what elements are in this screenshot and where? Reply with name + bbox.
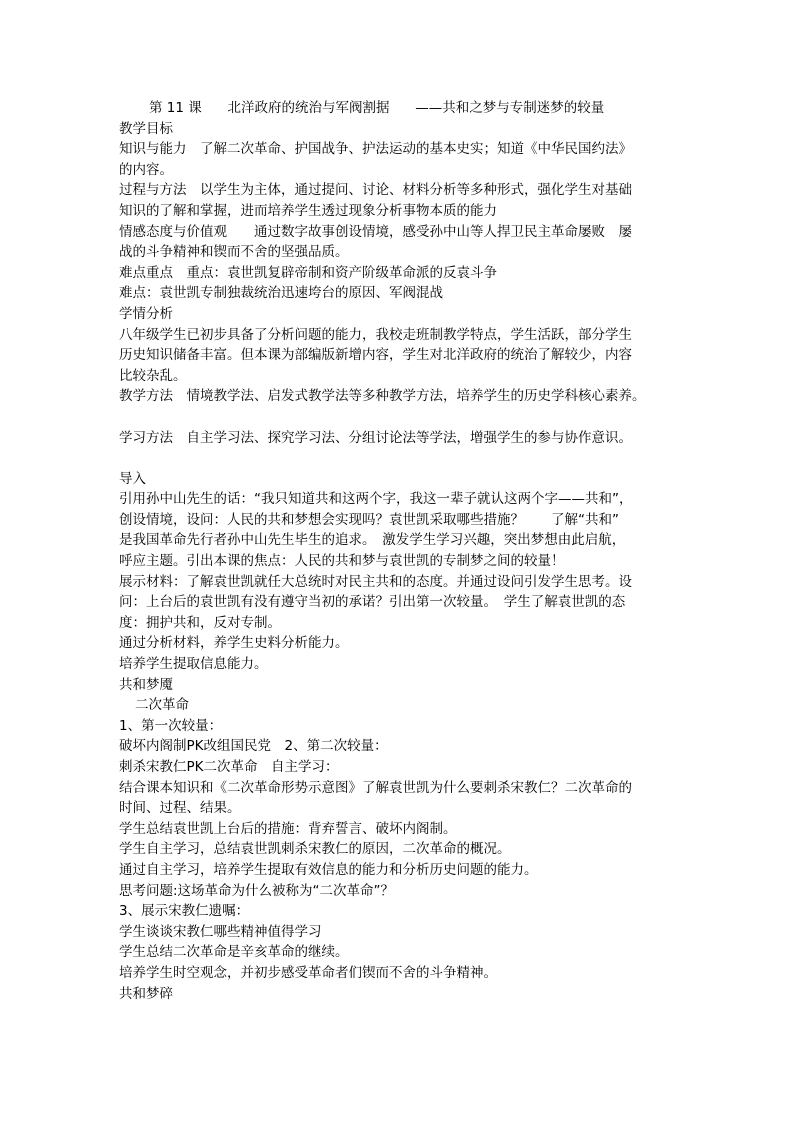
text-line: 3、展示宋教仁遗嘱： xyxy=(119,903,250,920)
text-line: 创设情境，设问：人民的共和梦想会实现吗？袁世凯采取哪些措施？ 了解“共和” xyxy=(119,511,619,528)
text-line: 比较杂乱。 xyxy=(119,367,187,384)
text-line: 学生谈谈宋教仁哪些精神值得学习 xyxy=(119,923,322,940)
text-line: 知识与能力 了解二次革命、护国战争、护法运动的基本史实；知道《中华民国约法》 xyxy=(119,141,632,158)
text-line: 时间、过程、结果。 xyxy=(119,800,241,817)
text-line: 学生自主学习，总结袁世凯刺杀宋教仁的原因，二次革命的概况。 xyxy=(119,841,511,858)
lesson-number: 第 11 课 xyxy=(149,100,202,116)
lesson-title: 北洋政府的统治与军阀割据 xyxy=(227,100,390,116)
heading-republic-dream-shattered: 共和梦碎 xyxy=(119,985,173,1002)
text-line: 难点重点 重点：袁世凯复辟帝制和资产阶级革命派的反袁斗争 xyxy=(119,264,497,281)
text-line: 展示材料：了解袁世凯就任大总统时对民主共和的态度。并通过设问引发学生思考。设 xyxy=(119,573,632,590)
text-line: 通过自主学习，培养学生提取有效信息的能力和分析历史问题的能力。 xyxy=(119,861,538,878)
heading-student-analysis: 学情分析 xyxy=(119,305,173,322)
text-line: 知识的了解和掌握，进而培养学生透过现象分析事物本质的能力 xyxy=(119,202,497,219)
text-line: 思考问题:这场革命为什么被称为“二次革命”？ xyxy=(119,882,395,899)
text-line: 问：上台后的袁世凯有没有遵守当初的承诺？引出第一次较量。 学生了解袁世凯的态 xyxy=(119,594,626,611)
text-line: 培养学生提取信息能力。 xyxy=(119,656,268,673)
text-line: 战的斗争精神和锲而不舍的坚强品质。 xyxy=(119,244,349,261)
subheading-second-revolution: 二次革命 xyxy=(135,697,189,714)
text-line: 教学方法 情境教学法、启发式教学法等多种教学方法，培养学生的历史学科核心素养。 xyxy=(119,388,646,405)
text-line: 学生总结袁世凯上台后的措施：背弃誓言、破坏内阁制。 xyxy=(119,820,457,837)
document-page xyxy=(119,98,699,1004)
text-line: 结合课本知识和《二次革命形势示意图》了解袁世凯为什么要刺杀宋教仁？二次革命的 xyxy=(119,779,632,796)
text-line: 破坏内阁制PK改组国民党 2、第二次较量： xyxy=(119,738,388,755)
text-line: 培养学生时空观念，并初步感受革命者们锲而不舍的斗争精神。 xyxy=(119,964,497,981)
text-line: 历史知识储备丰富。但本课为部编版新增内容，学生对北洋政府的统治了解较少，内容 xyxy=(119,347,632,364)
text-line: 通过分析材料，养学生史料分析能力。 xyxy=(119,635,349,652)
text-line: 八年级学生已初步具备了分析问题的能力，我校走班制教学特点，学生活跃，部分学生 xyxy=(119,326,632,343)
heading-introduction: 导入 xyxy=(119,470,146,487)
text-line: 情感态度与价值观 通过数字故事创设情境，感受孙中山等人捍卫民主革命屡败 屡 xyxy=(119,223,632,240)
text-line: 1、第一次较量： xyxy=(119,717,223,734)
heading-republic-nightmare: 共和梦魇 xyxy=(119,676,173,693)
text-line: 度：拥护共和，反对专制。 xyxy=(119,614,281,631)
text-line: 引用孙中山先生的话：“我只知道共和这两个字，我这一辈子就认这两个字——共和”， xyxy=(119,491,633,508)
text-line: 难点：袁世凯专制独裁统治迅速垮台的原因、军阀混战 xyxy=(119,285,443,302)
blank-line xyxy=(119,407,699,428)
lesson-title-line xyxy=(119,98,699,119)
text-line: 过程与方法 以学生为主体，通过提问、讨论、材料分析等多种形式，强化学生对基础 xyxy=(119,182,632,199)
text-line: 的内容。 xyxy=(119,161,173,178)
blank-line xyxy=(119,448,699,469)
text-line: 刺杀宋教仁PK二次革命 自主学习： xyxy=(119,759,339,775)
text-line: 呼应主题。引出本课的焦点：人民的共和梦与袁世凯的专制梦之间的较量！ xyxy=(119,553,565,570)
text-line: 学习方法 自主学习法、探究学习法、分组讨论法等学法，增强学生的参与协作意识。 xyxy=(119,429,632,446)
text-line: 学生总结二次革命是辛亥革命的继续。 xyxy=(119,944,349,961)
lesson-subtitle: ——共和之梦与专制迷梦的较量 xyxy=(415,100,605,116)
heading-teaching-goals: 教学目标 xyxy=(119,120,173,137)
text-line: 是我国革命先行者孙中山先生毕生的追求。 激发学生学习兴趣，突出梦想由此启航， xyxy=(119,532,626,549)
